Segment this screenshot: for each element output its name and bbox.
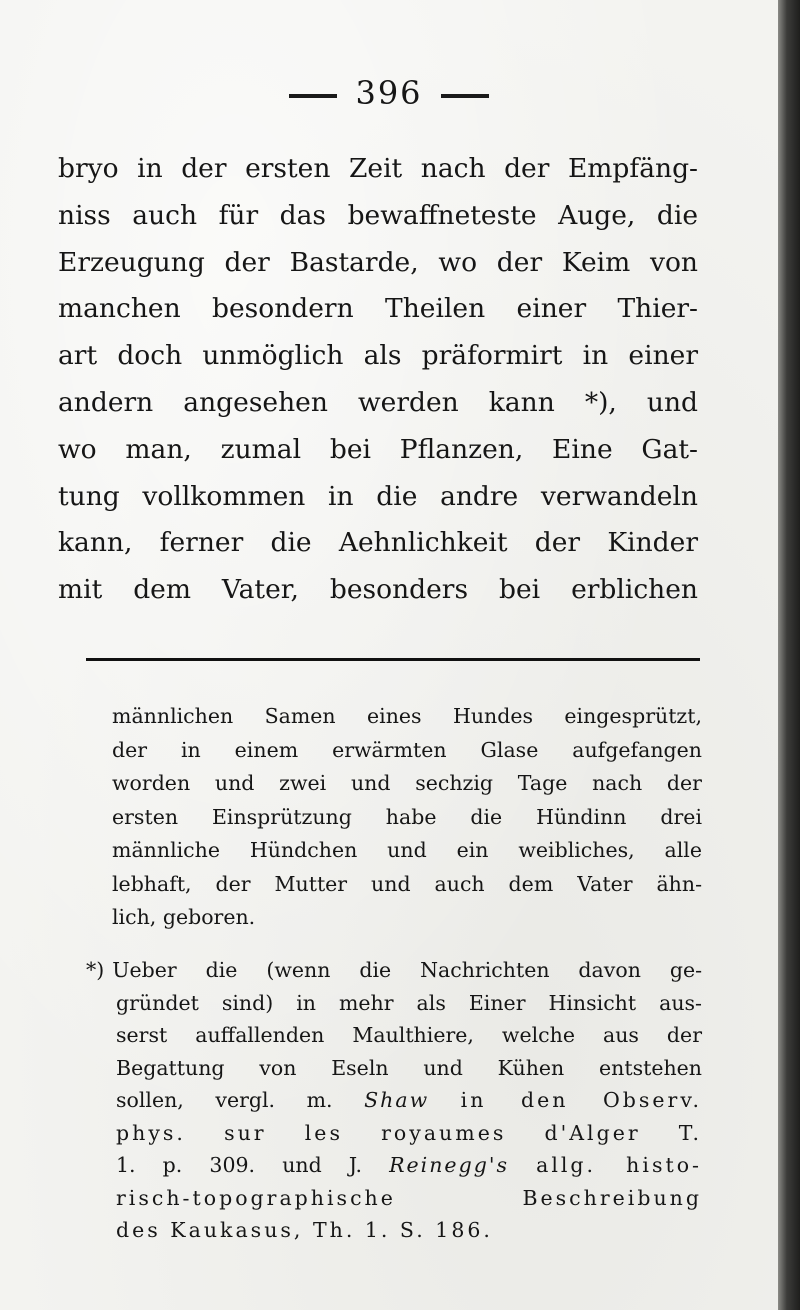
footnote-first-line bbox=[86, 954, 702, 987]
text-line: niss auch für das bewaffneteste Auge, die bbox=[58, 199, 698, 231]
footnote-continuation bbox=[112, 700, 702, 935]
footnote-line: serst auffallenden Maulthiere, welche aus der bbox=[116, 1023, 702, 1047]
author-name: Shaw bbox=[364, 1088, 430, 1112]
footnote-line: lich, geboren. bbox=[112, 905, 256, 929]
page-number: 396 bbox=[355, 74, 423, 112]
text-line: kann, ferner die Aehnlichkeit der Kinder bbox=[58, 527, 698, 559]
text-line: Erzeugung der Bastarde, wo der Keim von bbox=[58, 246, 698, 278]
footnote-text: 1. p. 309. und J. bbox=[116, 1153, 362, 1177]
footnote-line: risch-topographische Beschreibung bbox=[116, 1185, 702, 1210]
text-line: bryo in der ersten Zeit nach der Empfäng- bbox=[58, 153, 698, 184]
footnote-line: ersten Einsprützung habe die Hündinn drei bbox=[112, 804, 702, 829]
text-line: wo man, zumal bei Pflanzen, Eine Gat- bbox=[58, 433, 698, 465]
text-line: andern angesehen werden kann *), und bbox=[58, 386, 698, 418]
footnote-text: Ueber die (wenn die Nachrichten davon ge- bbox=[112, 958, 702, 982]
footnote-line: des Kaukasus, Th. 1. S. 186. bbox=[116, 1218, 493, 1242]
footnote-line: gründet sind) in mehr als Einer Hinsicht aus- bbox=[116, 990, 702, 1015]
text-line: art doch unmöglich als präformirt in einer bbox=[58, 340, 698, 372]
author-name: Reinegg's bbox=[389, 1153, 509, 1177]
text-line: tung vollkommen in die andre verwandeln bbox=[58, 480, 698, 512]
header-dash-left bbox=[289, 94, 337, 98]
footnote-line: Begattung von Eseln und Kühen entstehen bbox=[116, 1055, 702, 1080]
footnote-text: sollen, vergl. m. bbox=[116, 1088, 333, 1112]
footnote-line: worden und zwei und sechzig Tage nach der bbox=[112, 771, 702, 795]
footnote-separator-rule bbox=[86, 658, 700, 661]
footnote-line: phys. sur les royaumes d'Alger T. bbox=[116, 1120, 702, 1145]
footnote-line: männliche Hündchen und ein weibliches, alle bbox=[112, 838, 702, 862]
footnote bbox=[86, 954, 702, 1247]
page-header bbox=[0, 74, 778, 112]
footnote-line: lebhaft, der Mutter und auch dem Vater ähn- bbox=[112, 871, 702, 896]
footnote-text: allg. histo- bbox=[536, 1153, 702, 1177]
page-binding-shadow bbox=[778, 0, 800, 1310]
header-dash-right bbox=[441, 94, 489, 98]
footnote-line: männlichen Samen eines Hundes eingesprützt, bbox=[112, 704, 702, 728]
text-line: manchen besondern Theilen einer Thier- bbox=[58, 293, 698, 325]
footnote-line-citation bbox=[86, 1084, 702, 1117]
footnote-line: der in einem erwärmten Glase aufgefangen bbox=[112, 737, 702, 762]
main-text bbox=[58, 146, 698, 614]
text-line: mit dem Vater, besonders bei erblichen bbox=[58, 574, 698, 606]
footnote-marker: *) bbox=[86, 958, 105, 982]
footnote-text: in den Observ. bbox=[460, 1088, 702, 1112]
footnote-line-citation bbox=[86, 1149, 702, 1182]
